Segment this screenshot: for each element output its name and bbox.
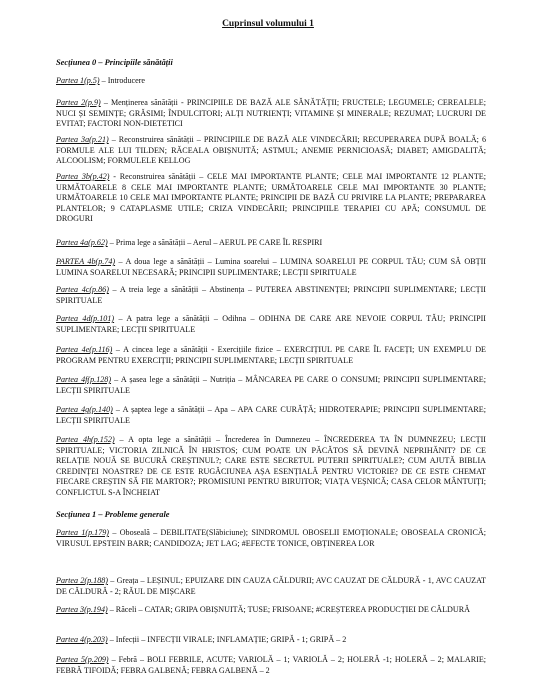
- toc-entry: [56, 375, 486, 396]
- toc-entry: [56, 98, 486, 130]
- entry-text: – Oboseală – DEBILITATE(Slăbiciune); SINDROMUL OBOSELII EMOȚIONALE; OBOSEALA CRONICĂ; VIRUSUL EPSTEIN BARR; CANDIDOZA; JET LAG; #EFECTE TONICE, OBȚINEREA LOR: [56, 528, 486, 548]
- entry-text: – Prima lege a sănătății – Aerul – AERUL PE CARE ÎL RESPIRI: [107, 238, 323, 247]
- entry-ref-link[interactable]: Partea 5(p.209): [56, 655, 109, 664]
- entry-ref-link[interactable]: PARTEA 4b(p.74): [56, 257, 116, 266]
- entry-text: – A patra lege a sănătății – Odihna – ODIHNA DE CARE ARE NEVOIE CORPUL TĂU; PRINCIPII SUPLIMENTARE; LECȚII SPIRITUALE: [56, 314, 486, 334]
- document-title: Cuprinsul volumului 1: [222, 19, 314, 29]
- entry-text: – Introducere: [99, 76, 146, 85]
- entry-text: - Reconstruirea sănătății – CELE MAI IMPORTANTE PLANTE; CELE MAI IMPORTANTE 12 PLANTE; URMĂTOARELE 8 CELE MAI IMPORTANTE PLANTE; URMĂTOARELE CELE MAI IMPORTANTE 30 PLANTE; URMĂTOARELE 10 CELE MAI IMPORTANTE PLANTE; PRINCIPII DE BAZĂ CU PRIVIRE LA PLANTE; PREPARAREA PLANTELOR; 9 CATAPLASME UTILE; CRIZA VINDECĂRII; PRINCIPIILE TERAPIEI CU APĂ; CONSUMUL DE DROGURI: [56, 172, 486, 224]
- toc-entry: [56, 257, 486, 278]
- toc-entry: [56, 314, 486, 335]
- entry-ref-link[interactable]: Partea 1(p.179): [56, 528, 110, 537]
- toc-entry: [56, 76, 486, 87]
- entry-text: – Răceli – CATAR; GRIPA OBIȘNUITĂ; TUSE; FRISOANE; #CREȘTEREA PRODUCȚIEI DE CĂLDURĂ: [107, 605, 470, 614]
- entry-text: – A doua lege a sănătății – Lumina soarelui – LUMINA SOARELUI PE CORPUL TĂU; CUM SĂ OBȚII LUMINA SOARELUI NECESARĂ; PRINCIPII SUPLIMENTARE; LECȚII SPIRITUALE: [56, 257, 486, 277]
- entry-ref-link[interactable]: Partea 4a(p.62): [56, 238, 108, 247]
- entry-text: – A treia lege a sănătății – Abstinența – PUTEREA ABSTINENȚEI; PRINCIPII SUPLIMENTARE; LECȚII SPIRITUALE: [56, 285, 486, 305]
- toc-entry: [56, 345, 486, 366]
- toc-entry: [56, 576, 486, 597]
- entry-ref-link[interactable]: Partea 3b(p.42): [56, 172, 110, 181]
- entry-text: – Febră – BOLI FEBRILE, ACUTE; VARIOLĂ – 1; VARIOLĂ – 2; HOLERĂ -1; HOLERĂ – 2; MALARIE; FEBRĂ TIFOIDĂ; FEBRA GALBENĂ; FEBRA GALBENĂ – 2: [56, 655, 487, 675]
- entry-text: – A șasea lege a sănătății – Nutriția – MÂNCAREA PE CARE O CONSUMI; PRINCIPII SUPLIMENTARE; LECȚII SPIRITUALE: [56, 375, 486, 395]
- entry-text: – A opta lege a sănătății – Încrederea în Dumnezeu – ÎNCREDEREA TA ÎN DUMNEZEU; LECȚII SPIRITUALE; VICTORIA ZILNICĂ ÎN HRISTOS; CUM POATE UN PĂCĂTOS SĂ DEVINĂ NEPRIHĂNIT? DE CE RELAȚIE NOUĂ SE BUCURĂ CREȘTINUL?; CARE ESTE SECRETUL PUTERII SPIRITUALE?; CUM AJUTĂ BIBLIA CREDINȚEI NOASTRE? DE CE ESTE RUGĂCIUNEA AȘA ESENȚIALĂ PENTRU VICTORIE? DE CE ESTE CHEMAT FIECARE CREȘTIN SĂ FIE MARTOR?; PROMISIUNI PENTRU BIRUITOR; VIAȚA VEȘNICĂ; CASA CELOR MÂNTUIȚI; CONFLICTUL S-A ÎNCHEIAT: [56, 435, 486, 497]
- entry-text: – A cincea lege a sănătății - Exercițiile fizice – EXERCIȚIUL PE CARE ÎL FACEȚI; UN EXEMPLU DE PROGRAM PENTRU EXERCIȚII; PRINCIPII SUPLIMENTARE; LECȚII SPIRITUALE: [56, 345, 486, 365]
- entry-ref-link[interactable]: Partea 1(p.5): [56, 76, 100, 85]
- entry-text: – A șaptea lege a sănătății – Apa – APA CARE CURĂȚĂ; HIDROTERAPIE; PRINCIPII SUPLIMENTARE; LECȚII SPIRITUALE: [56, 405, 486, 425]
- toc-entry: [56, 528, 486, 549]
- entry-ref-link[interactable]: Partea 4h(p.152): [56, 435, 115, 444]
- entry-text: – Menținerea sănătății - PRINCIPIILE DE BAZĂ ALE SĂNĂTĂȚII; FRUCTELE; LEGUMELE; CEREALELE; NUCI ȘI SEMINȚE; GRĂSIMI; ÎNDULCITORI; ALȚI NUTRIENȚI; VITAMINE ȘI MINERALE; REZUMAT; LUCRURI DE EVITAT; FACTORI NON-DIETETICI: [56, 98, 486, 129]
- toc-entry: [56, 655, 486, 676]
- entry-ref-link[interactable]: Partea 4g(p.140): [56, 405, 113, 414]
- entry-text: – Reconstruirea sănătății – PRINCIPIILE DE BAZĂ ALE VINDECĂRII; RECUPERAREA DUPĂ BOALĂ; 6 FORMULE ALE LUI TILDEN; RĂCEALA OBIȘNUITĂ; ASTMUL; ANEMIE PERNICIOASĂ; DIABET; AMIGDALITĂ; ALCOOLISM; FORMULELE KELLOG: [56, 135, 486, 166]
- entry-ref-link[interactable]: Partea 4f(p.128): [56, 375, 112, 384]
- entry-ref-link[interactable]: Partea 2(p.9): [56, 98, 101, 107]
- entry-ref-link[interactable]: Partea 4c(p.86): [56, 285, 109, 294]
- toc-entry: [56, 135, 486, 167]
- toc-entry: [56, 285, 486, 306]
- entry-text: – Infecții – INFECȚII VIRALE; INFLAMAȚIE; GRIPĂ - 1; GRIPĂ – 2: [107, 635, 347, 644]
- entry-ref-link[interactable]: Partea 3a(p.21): [56, 135, 109, 144]
- entry-ref-link[interactable]: Partea 4d(p.101): [56, 314, 115, 323]
- toc-entry: [56, 435, 486, 499]
- toc-entry: [56, 238, 486, 249]
- toc-entry: [56, 172, 486, 225]
- entry-ref-link[interactable]: Partea 2(p.188): [56, 576, 108, 585]
- section-heading: Secțiunea 1 – Probleme generale: [56, 510, 170, 519]
- toc-entry: [56, 405, 486, 426]
- entry-text: – Greața – LEȘINUL; EPUIZARE DIN CAUZA CĂLDURII; AVC CAUZAT DE CĂLDURĂ - 1, AVC CAUZAT DE CĂLDURĂ - 2; RĂUL DE MIȘCARE: [56, 576, 486, 596]
- entry-ref-link[interactable]: Partea 3(p.194): [56, 605, 108, 614]
- entry-ref-link[interactable]: Partea 4(p.203): [56, 635, 108, 644]
- toc-entry: [56, 605, 486, 616]
- entry-ref-link[interactable]: Partea 4e(p.116): [56, 345, 113, 354]
- section-heading: Secțiunea 0 – Principiile sănătății: [56, 58, 173, 67]
- toc-entry: [56, 635, 486, 646]
